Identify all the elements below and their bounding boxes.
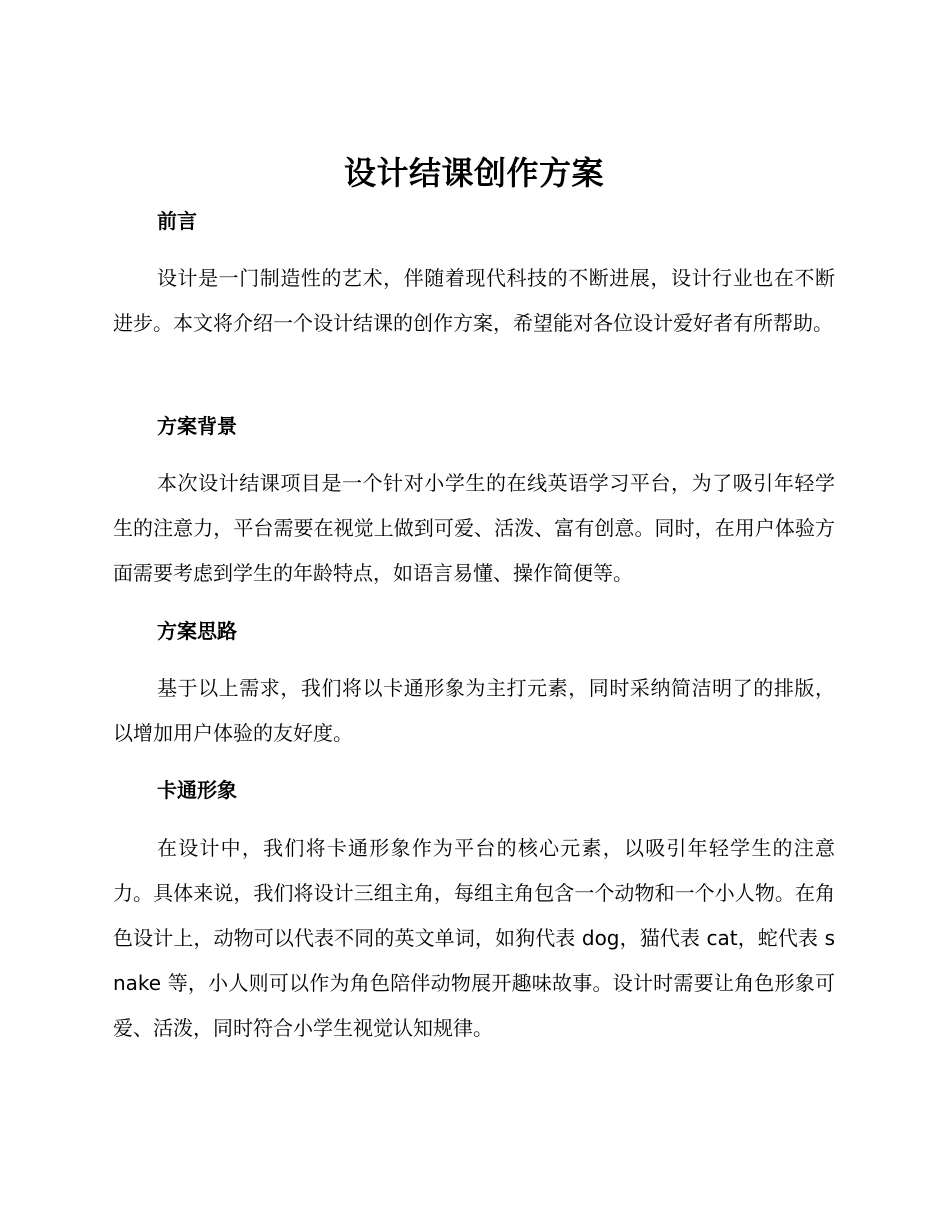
document-page — [113, 0, 835, 1230]
section-body-cartoon: 在设计中，我们将卡通形象作为平台的核心元素，以吸引年轻学生的注意力。具体来说，我们将设计三组主角，每组主角包含一个动物和一个小人物。在角色设计上，动物可以代表不同的英文单词，如狗代表 dog，猫代表 cat，蛇代表 snake 等，小人则可以作为角色陪伴动物展开趣味故事。设计时需要让角色形象可爱、活泼，同时符合小学生视觉认知规律。 — [113, 836, 835, 1040]
section-body-approach: 基于以上需求，我们将以卡通形象为主打元素，同时采纳简洁明了的排版，以增加用户体验的友好度。 — [113, 676, 835, 745]
section-heading-preface: 前言 — [157, 209, 197, 233]
section-heading-approach: 方案思路 — [157, 619, 237, 643]
section-heading-cartoon: 卡通形象 — [157, 778, 237, 802]
section-heading-background: 方案背景 — [157, 414, 237, 438]
section-body-preface: 设计是一门制造性的艺术，伴随着现代科技的不断进展，设计行业也在不断进步。本文将介绍一个设计结课的创作方案，希望能对各位设计爱好者有所帮助。 — [113, 266, 835, 335]
section-body-background: 本次设计结课项目是一个针对小学生的在线英语学习平台，为了吸引年轻学生的注意力，平台需要在视觉上做到可爱、活泼、富有创意。同时，在用户体验方面需要考虑到学生的年龄特点，如语言易懂、操作简便等。 — [113, 471, 835, 585]
document-title: 设计结课创作方案 — [343, 154, 604, 192]
